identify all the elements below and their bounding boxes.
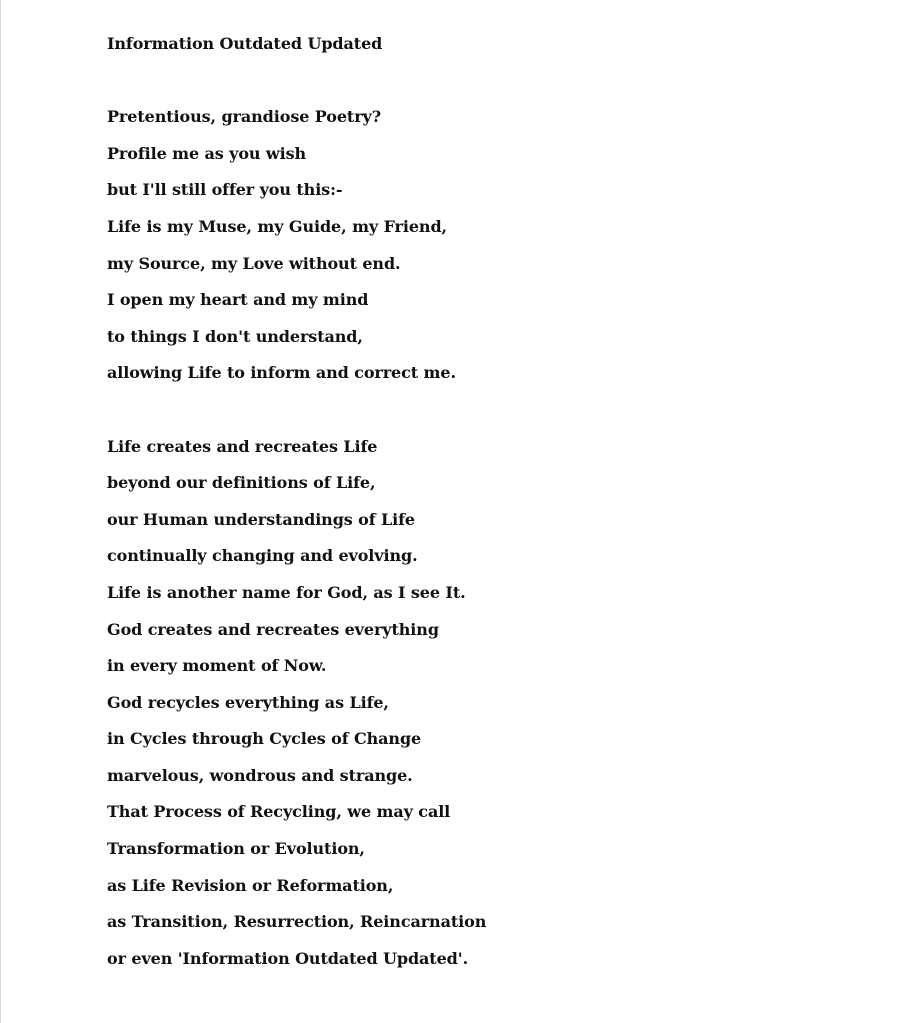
poem-line: allowing Life to inform and correct me. [107,363,456,383]
poem-line: in Cycles through Cycles of Change [107,729,422,749]
stanza-spacer [107,63,867,100]
poem-line: our Human understandings of Life [107,509,415,529]
stanza-2 [107,429,867,978]
page-left-border [0,0,1,1023]
poem-line: Life is another name for God, as I see It. [107,582,466,602]
poem-line: Transformation or Evolution, [107,839,365,859]
poem-line: Pretentious, grandiose Poetry? [107,107,382,127]
stanza-spacer [107,392,867,429]
poem-document [107,26,867,977]
poem-line: marvelous, wondrous and strange. [107,765,413,785]
poem-line: or even 'Information Outdated Updated'. [107,948,469,968]
poem-line: Life creates and recreates Life [107,436,378,456]
poem-title: Information Outdated Updated [107,34,383,53]
stanza-1 [107,99,867,392]
poem-line: but I'll still offer you this:- [107,180,343,200]
poem-line: I open my heart and my mind [107,290,369,310]
poem-line: That Process of Recycling, we may call [107,802,451,822]
poem-line: Profile me as you wish [107,143,307,163]
poem-line: in every moment of Now. [107,656,327,676]
poem-line: my Source, my Love without end. [107,253,401,273]
poem-line: continually changing and evolving. [107,546,418,566]
poem-line: as Life Revision or Reformation, [107,875,394,895]
poem-line: beyond our definitions of Life, [107,473,376,493]
poem-line: as Transition, Resurrection, Reincarnation [107,912,487,932]
poem-line: Life is my Muse, my Guide, my Friend, [107,216,448,236]
poem-line: God recycles everything as Life, [107,692,389,712]
poem-line: God creates and recreates everything [107,619,439,639]
poem-line: to things I don't understand, [107,326,363,346]
